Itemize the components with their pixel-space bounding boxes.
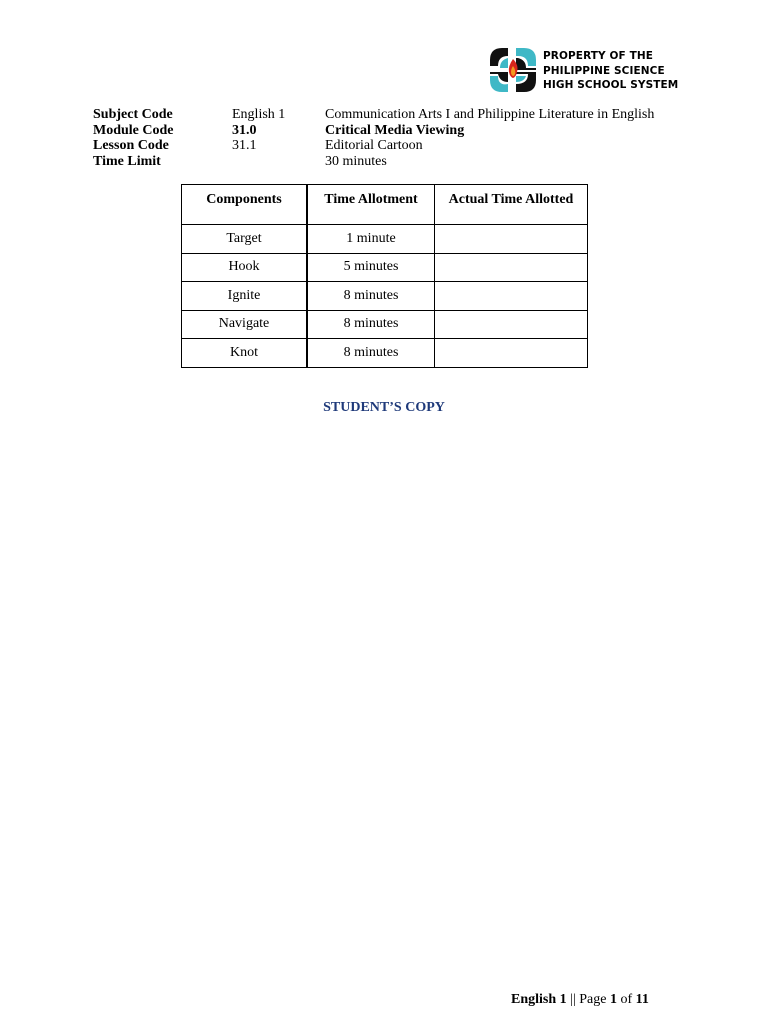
meta-label: Module Code [93,122,174,138]
component-cell: Navigate [182,310,308,339]
pshs-emblem-icon [488,46,538,94]
component-cell: Ignite [182,282,308,311]
actual-time-cell [435,310,588,339]
meta-label: Time Limit [93,153,161,169]
students-copy-heading: STUDENT’S COPY [323,400,445,415]
time-allotment-cell: 1 minute [307,225,435,254]
meta-row-subject [93,107,693,123]
table-header-row [182,185,588,225]
actual-time-cell [435,339,588,368]
logo-line-3: HIGH SCHOOL SYSTEM [543,79,679,91]
meta-value: Communication Arts I and Philippine Literature in English [325,107,655,122]
table-row [182,225,588,254]
meta-code: English 1 [232,107,286,122]
meta-value: 30 minutes [325,153,387,169]
lesson-meta [93,107,693,169]
time-allotment-table [181,184,588,368]
table-row [182,310,588,339]
footer-total-pages: 11 [635,992,649,1007]
meta-label: Lesson Code [93,138,169,153]
footer-page-number: 1 [609,992,617,1007]
table-row [182,339,588,368]
meta-value: Critical Media Viewing [325,122,465,138]
meta-code: 31.0 [232,122,257,138]
meta-code: 31.1 [232,138,257,153]
time-allotment-cell: 8 minutes [307,310,435,339]
component-cell: Hook [182,253,308,282]
meta-row-lesson [93,138,693,154]
page-footer [511,992,649,1008]
time-allotment-cell: 8 minutes [307,282,435,311]
actual-time-cell [435,225,588,254]
meta-label: Subject Code [93,107,173,122]
meta-value: Editorial Cartoon [325,138,423,153]
actual-time-cell [435,253,588,282]
actual-time-cell [435,282,588,311]
column-header: Actual Time Allotted [435,185,588,225]
component-cell: Target [182,225,308,254]
column-header: Time Allotment [307,185,435,225]
logo-line-1: PROPERTY OF THE [543,50,653,62]
time-allotment-cell: 8 minutes [307,339,435,368]
component-cell: Knot [182,339,308,368]
meta-row-module [93,123,693,139]
time-allotment-cell: 5 minutes [307,253,435,282]
table-row [182,282,588,311]
footer-of: of [616,992,636,1007]
meta-row-time-limit [93,154,693,170]
footer-separator: || Page [566,992,610,1007]
column-header: Components [182,185,308,225]
table-row [182,253,588,282]
logo-caption [543,49,678,93]
logo-line-2: PHILIPPINE SCIENCE [543,64,665,77]
footer-subject: English 1 [511,992,567,1007]
pshs-logo [488,46,678,94]
